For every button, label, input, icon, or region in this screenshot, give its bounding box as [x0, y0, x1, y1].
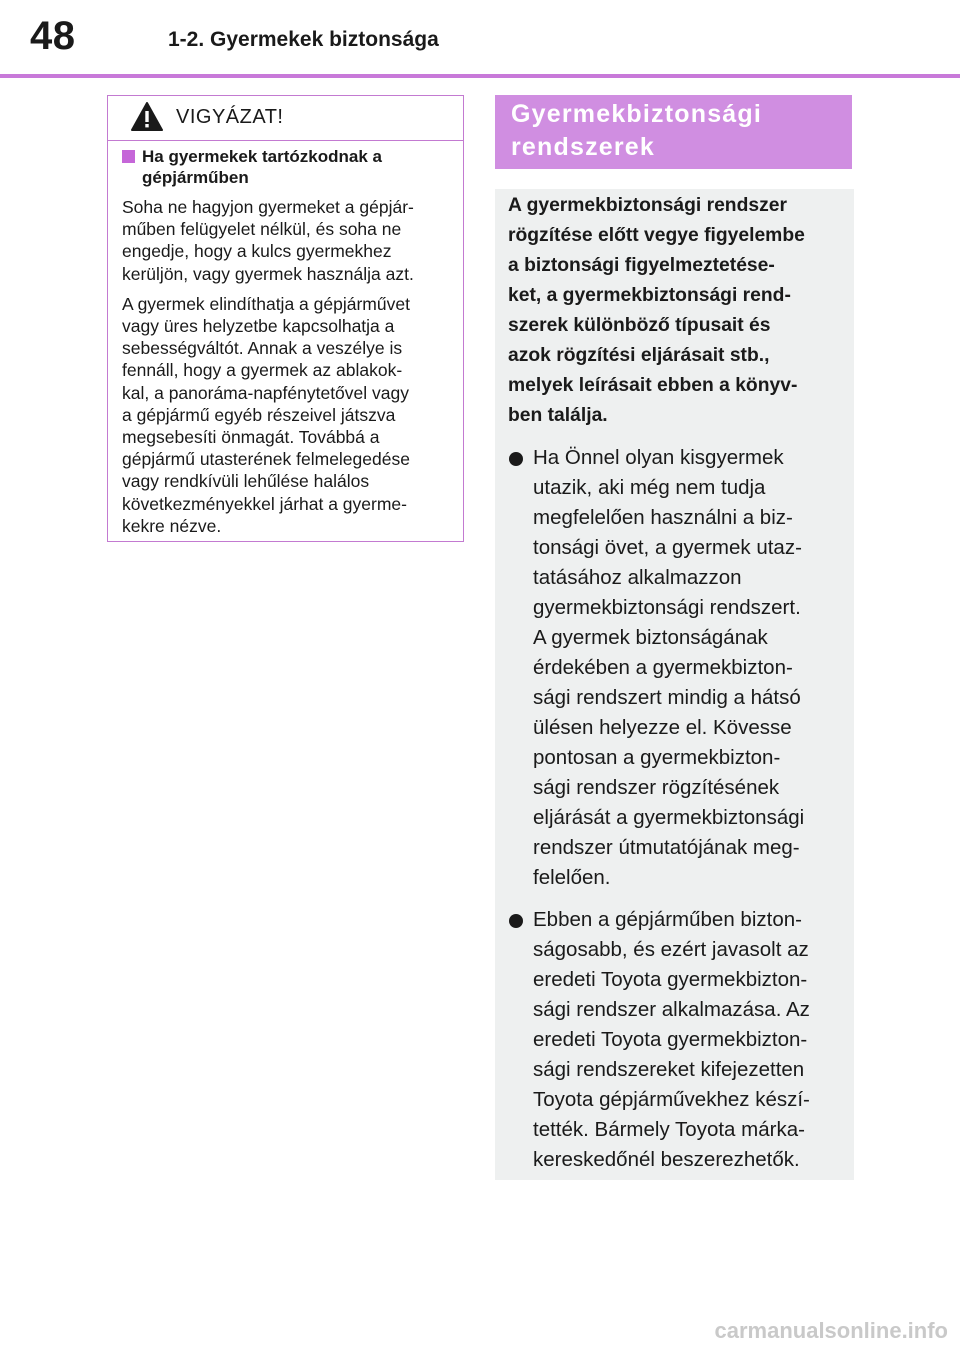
text-line: kerüljön, vagy gyermek használja azt.	[122, 263, 414, 284]
text-line: Toyota gépjárművekhez készí-	[533, 1088, 810, 1111]
text-line: ket, a gyermekbiztonsági rend-	[508, 285, 791, 306]
text-line: ben találja.	[508, 405, 608, 426]
text-line: gépjármű utasterének felmelegedése	[122, 449, 410, 470]
text-line: ságosabb, és ezért javasolt az	[533, 938, 809, 961]
text-line: A gyermek elindíthatja a gépjárművet	[122, 293, 410, 314]
text-line: felelően.	[533, 866, 611, 889]
text-line: eljárását a gyermekbiztonsági	[533, 806, 805, 829]
text-line: melyek leírásait ebben a könyv-	[508, 375, 798, 396]
text-line: Soha ne hagyjon gyermeket a gépjár-	[122, 197, 414, 217]
text-line: sági rendszer alkalmazása. Az	[533, 998, 810, 1021]
text-line: a gépjármű egyéb részeivel játszva	[122, 404, 396, 425]
content-box	[495, 189, 854, 1180]
square-bullet-icon	[122, 150, 135, 163]
watermark: carmanualsonline.info	[714, 1318, 948, 1343]
list-item	[508, 443, 842, 893]
text-line: megsebesíti önmagát. Továbbá a	[122, 427, 380, 448]
intro-paragraph	[508, 191, 842, 431]
bullet-dot-icon	[509, 914, 523, 928]
text-line: utazik, aki még nem tudja	[533, 476, 766, 499]
section-heading-line: rendszerek	[511, 133, 656, 161]
text-line: kekre nézve.	[122, 515, 222, 536]
text-line: kal, a panoráma-napfénytetővel vagy	[122, 382, 409, 403]
warning-subtitle	[122, 146, 449, 188]
text-line: gyermekbiztonsági rendszert.	[533, 596, 801, 619]
text-line: vagy rendkívüli lehűlése halálos	[122, 471, 370, 492]
warning-title: VIGYÁZAT!	[176, 106, 284, 128]
warning-paragraph	[122, 293, 449, 537]
text-line: szerek különböző típusait és	[508, 315, 771, 336]
text-line: tették. Bármely Toyota márka-	[533, 1118, 805, 1141]
text-line: rögzítése előtt vegye figyelembe	[508, 225, 805, 246]
page-number: 48	[30, 14, 76, 58]
text-line: Ebben a gépjárműben bizton-	[533, 908, 802, 931]
text-line: eredeti Toyota gyermekbizton-	[533, 968, 808, 991]
text-line: engedje, hogy a kulcs gyermekhez	[122, 241, 392, 262]
section-heading-line: Gyermekbiztonsági	[511, 100, 763, 128]
text-line: tonsági övet, a gyermek utaz-	[533, 536, 802, 559]
page-header	[0, 0, 960, 80]
text-line: eredeti Toyota gyermekbizton-	[533, 1028, 808, 1051]
text-line: rendszer útmutatójának meg-	[533, 836, 800, 859]
text-line: vagy üres helyzetbe kapcsolhatja a	[122, 316, 395, 337]
text-line: kereskedőnél beszerezhetők.	[533, 1148, 800, 1171]
text-line: műben felügyelet nélkül, és soha ne	[122, 219, 402, 240]
text-line: érdekében a gyermekbizton-	[533, 656, 793, 679]
warning-subtitle-line: gépjárműben	[142, 168, 249, 187]
text-line: fennáll, hogy a gyermek az ablakok-	[122, 360, 403, 381]
text-line: Ha Önnel olyan kisgyermek	[533, 446, 784, 469]
warning-paragraph	[122, 196, 449, 285]
bullet-dot-icon	[509, 452, 523, 466]
bullet-list	[508, 443, 842, 1175]
text-line: a biztonsági figyelmeztetése-	[508, 255, 775, 276]
text-line: sebességváltót. Annak a veszélye is	[122, 338, 403, 359]
warning-triangle-icon	[130, 101, 164, 133]
warning-subtitle-line: Ha gyermekek tartózkodnak a	[142, 147, 382, 166]
header-divider	[0, 74, 960, 78]
section-title: 1-2. Gyermekek biztonsága	[168, 28, 439, 51]
warning-header	[108, 96, 463, 141]
text-line: sági rendszert mindig a hátsó	[533, 686, 801, 709]
list-item	[508, 905, 842, 1175]
warning-body	[108, 146, 463, 537]
section-heading	[495, 95, 852, 169]
text-line: azok rögzítési eljárásait stb.,	[508, 345, 770, 366]
text-line: tatásához alkalmazzon	[533, 566, 742, 589]
text-line: sági rendszereket kifejezetten	[533, 1058, 805, 1081]
text-line: következményekkel járhat a gyerme-	[122, 493, 407, 514]
warning-box	[107, 95, 464, 542]
text-line: ülésen helyezze el. Kövesse	[533, 716, 792, 739]
text-line: sági rendszer rögzítésének	[533, 776, 780, 799]
text-line: A gyermek biztonságának	[533, 626, 768, 649]
text-line: pontosan a gyermekbizton-	[533, 746, 781, 769]
text-line: megfelelően használni a biz-	[533, 506, 793, 529]
text-line: A gyermekbiztonsági rendszer	[508, 195, 787, 216]
